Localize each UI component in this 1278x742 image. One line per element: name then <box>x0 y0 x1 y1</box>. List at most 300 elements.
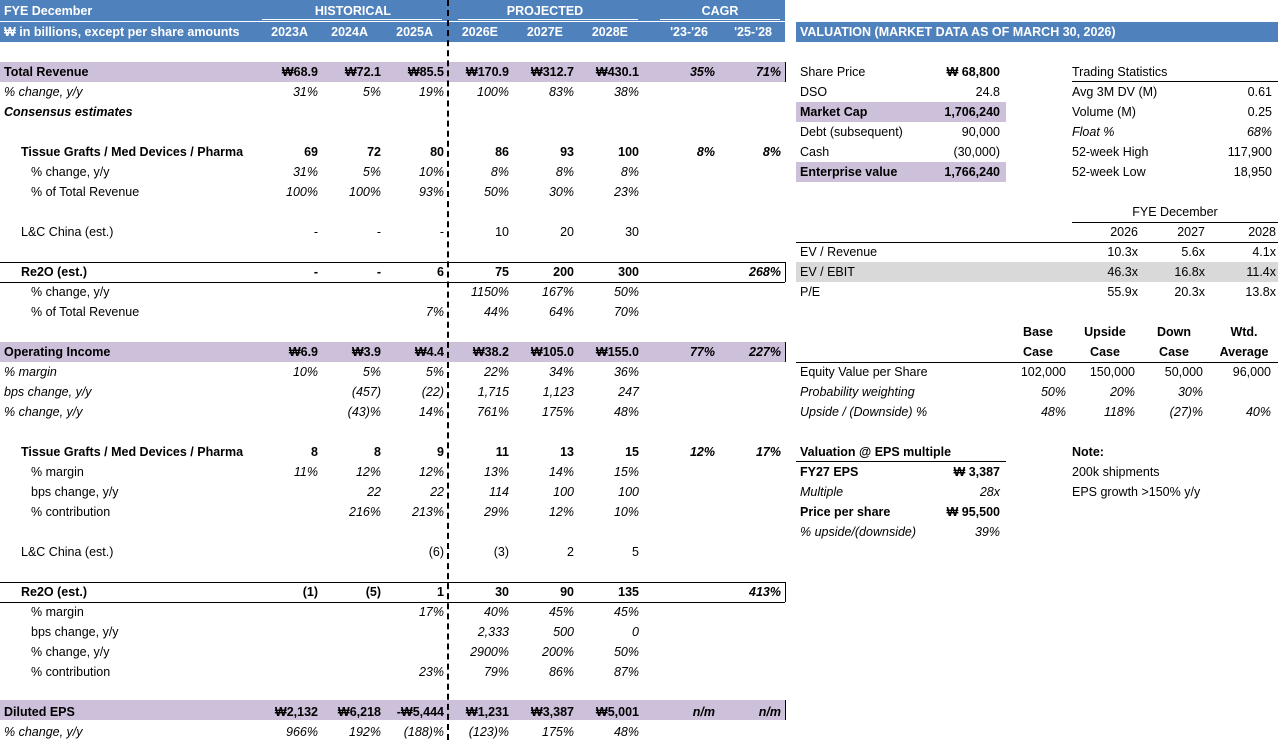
cell-2025a: 213% <box>412 505 444 519</box>
cell-cagr-23-26 <box>645 642 715 662</box>
market-value: 24.8 <box>975 85 1000 99</box>
cell-cagr-23-26 <box>645 382 715 402</box>
cell-2023a <box>248 422 318 442</box>
cell-2028e: 100 <box>618 485 639 499</box>
cell-cagr-25-28 <box>711 182 781 202</box>
cell-cagr-25-28 <box>711 502 781 522</box>
cell-2023a <box>248 542 318 562</box>
scenario-value: 50% <box>1040 385 1066 399</box>
cell-2023a <box>248 122 318 142</box>
table-row <box>0 102 785 122</box>
table-row <box>0 462 785 482</box>
cell-2023a: 31% <box>292 85 318 99</box>
row-label: Tissue Grafts / Med Devices / Pharma <box>21 145 244 159</box>
cell-2025a <box>374 122 444 142</box>
cell-2027e: 2 <box>567 545 574 559</box>
cell-2025a: 7% <box>425 305 444 319</box>
cell-cagr-23-26 <box>645 602 715 622</box>
cell-2023a: 100% <box>286 185 318 199</box>
cell-2026e: 114 <box>489 485 509 499</box>
cell-2023a: ₩2,132 <box>274 705 318 719</box>
cell-cagr-23-26 <box>645 362 715 382</box>
eps-value: ₩ 3,387 <box>953 465 1000 479</box>
cell-2027e: 34% <box>548 365 574 379</box>
multiples-year-2027: 2027 <box>1177 225 1205 239</box>
cell-2028e: 0 <box>632 625 639 639</box>
table-row <box>0 662 785 682</box>
market-value: ₩ 68,800 <box>946 65 1000 79</box>
scenario-label: Equity Value per Share <box>800 365 928 379</box>
cell-2028e: 36% <box>613 365 639 379</box>
cell-2024a: 12% <box>355 465 381 479</box>
year-2028: 2028E <box>591 25 628 39</box>
cell-2027e <box>504 122 574 142</box>
row-label: Tissue Grafts / Med Devices / Pharma <box>21 445 244 459</box>
cell-2023a <box>248 282 318 302</box>
cell-2024a: ₩3.9 <box>351 345 381 359</box>
cell-2024a: - <box>376 225 381 239</box>
scenario-value: 50,000 <box>1164 365 1203 379</box>
cell-2025a <box>374 242 444 262</box>
cell-cagr-25-28 <box>711 602 781 622</box>
cell-2027e: 175% <box>542 405 574 419</box>
cell-2025a <box>374 522 444 542</box>
eps-value: ₩ 95,500 <box>946 505 1000 519</box>
cell-2028e <box>569 322 639 342</box>
cell-2026e <box>439 522 509 542</box>
trading-value: 0.25 <box>1247 105 1272 119</box>
cell-2024a: 5% <box>362 85 381 99</box>
table-row <box>0 682 785 702</box>
cell-2023a: 10% <box>292 365 318 379</box>
cell-2027e: 12% <box>548 505 574 519</box>
cell-2023a <box>248 382 318 402</box>
cell-cagr-25-28: 227% <box>749 345 781 359</box>
cell-2028e: ₩155.0 <box>595 345 639 359</box>
trading-value: 68% <box>1246 125 1272 139</box>
cell-2027e: 175% <box>542 725 574 739</box>
cell-2023a: ₩68.9 <box>281 65 318 79</box>
cell-2024a: - <box>376 265 381 279</box>
cell-cagr-23-26 <box>645 462 715 482</box>
cell-cagr-23-26 <box>645 662 715 682</box>
cell-2028e: 70% <box>613 305 639 319</box>
cell-2028e <box>569 102 639 122</box>
cell-cagr-25-28 <box>711 242 781 262</box>
cell-2023a <box>248 242 318 262</box>
cell-2026e: (3) <box>493 545 509 559</box>
table-row <box>0 482 785 502</box>
eps-value: 39% <box>974 525 1000 539</box>
cell-2024a <box>311 602 381 622</box>
table-row <box>0 322 785 342</box>
cell-2028e <box>569 122 639 142</box>
market-label: Debt (subsequent) <box>800 125 903 139</box>
cell-2024a <box>311 542 381 562</box>
cell-2027e: ₩312.7 <box>530 65 574 79</box>
row-label: bps change, y/y <box>31 625 119 639</box>
cell-2025a: (188)% <box>403 725 444 739</box>
market-value: 1,766,240 <box>944 165 1000 179</box>
eps-value: 28x <box>979 485 1000 499</box>
cell-cagr-23-26 <box>645 402 715 422</box>
cell-2025a <box>374 322 444 342</box>
cell-cagr-25-28 <box>711 522 781 542</box>
row-label: % margin <box>31 465 84 479</box>
row-label: % change, y/y <box>31 645 110 659</box>
multiple-value: 11.4x <box>1246 265 1276 279</box>
cell-cagr-23-26 <box>645 722 715 742</box>
scenario-label: Probability weighting <box>800 385 915 399</box>
multiple-value: 4.1x <box>1252 245 1276 259</box>
cell-cagr-23-26 <box>645 222 715 242</box>
table-row <box>0 422 785 442</box>
cell-2026e <box>439 562 509 582</box>
cell-2025a: 9 <box>437 445 444 459</box>
row-label: % contribution <box>31 665 111 679</box>
cell-2028e: 8% <box>620 165 639 179</box>
cell-2026e: 40% <box>483 605 509 619</box>
cell-2027e <box>504 202 574 222</box>
cell-2026e: 2900% <box>470 645 509 659</box>
row-label: % margin <box>4 365 57 379</box>
table-row <box>0 582 785 602</box>
cell-2024a <box>311 122 381 142</box>
historical-underline <box>262 19 442 20</box>
multiple-value: 20.3x <box>1174 285 1205 299</box>
table-row <box>0 402 785 422</box>
cell-2028e: 10% <box>613 505 639 519</box>
cell-2024a <box>311 622 381 642</box>
cell-2027e: 93 <box>560 145 574 159</box>
historical-projected-divider <box>447 0 449 740</box>
cell-2028e <box>569 242 639 262</box>
cell-2028e: 38% <box>613 85 639 99</box>
cell-2027e: 500 <box>553 625 574 639</box>
cell-2024a: ₩72.1 <box>344 65 381 79</box>
cell-2024a <box>311 522 381 542</box>
scenario-value: 48% <box>1040 405 1066 419</box>
cell-cagr-25-28 <box>711 562 781 582</box>
cell-2028e: 50% <box>613 285 639 299</box>
cell-cagr-25-28 <box>711 222 781 242</box>
cell-2023a <box>248 402 318 422</box>
market-label: Cash <box>800 145 830 159</box>
cell-2027e: ₩105.0 <box>530 345 574 359</box>
cell-2026e: 1,715 <box>477 385 509 399</box>
note-shipments: 200k shipments <box>1072 465 1160 479</box>
scenario-value <box>1201 382 1271 402</box>
trading-stats-title: Trading Statistics <box>1072 65 1168 79</box>
cell-2028e: 15 <box>625 445 639 459</box>
cell-cagr-23-26 <box>645 322 715 342</box>
cagr-label: CAGR <box>701 4 739 18</box>
multiple-label: EV / EBIT <box>800 265 855 279</box>
cell-2027e: 100 <box>553 485 574 499</box>
cell-cagr-23-26: 12% <box>689 445 715 459</box>
scenario-header-top: Base <box>1023 325 1053 339</box>
table-row <box>0 342 785 362</box>
cell-2025a: ₩85.5 <box>407 65 444 79</box>
cell-2026e <box>439 102 509 122</box>
row-label: % of Total Revenue <box>31 185 140 199</box>
row-label: % change, y/y <box>4 85 83 99</box>
multiples-year-2028: 2028 <box>1248 225 1276 239</box>
table-row <box>0 182 785 202</box>
cell-2027e: 200% <box>542 645 574 659</box>
row-label: Operating Income <box>4 345 111 359</box>
table-row <box>0 622 785 642</box>
cell-cagr-25-28 <box>711 382 781 402</box>
table-row <box>0 722 785 742</box>
cell-2027e: 167% <box>542 285 574 299</box>
cell-2028e: 30 <box>625 225 639 239</box>
table-row <box>0 522 785 542</box>
table-row <box>0 202 785 222</box>
cell-cagr-23-26: n/m <box>692 705 715 719</box>
cell-2025a <box>374 682 444 702</box>
row-label: L&C China (est.) <box>21 545 114 559</box>
cell-2025a <box>374 282 444 302</box>
cell-2024a: 5% <box>362 365 381 379</box>
cell-2024a <box>311 562 381 582</box>
row-label: % of Total Revenue <box>31 305 140 319</box>
multiple-value: 55.9x <box>1107 285 1138 299</box>
multiple-value: 46.3x <box>1107 265 1138 279</box>
multiple-value: 5.6x <box>1181 245 1205 259</box>
cell-2026e <box>439 682 509 702</box>
cell-cagr-25-28 <box>711 642 781 662</box>
cell-2026e: ₩170.9 <box>465 65 509 79</box>
cell-cagr-25-28 <box>711 722 781 742</box>
cell-2024a <box>311 302 381 322</box>
cell-2027e <box>504 102 574 122</box>
cell-2026e: 8% <box>490 165 509 179</box>
cell-2025a: (22) <box>421 385 444 399</box>
cell-cagr-25-28 <box>711 122 781 142</box>
multiple-value: 10.3x <box>1107 245 1138 259</box>
cell-2023a: 69 <box>304 145 318 159</box>
cell-cagr-23-26 <box>645 202 715 222</box>
multiple-value: 16.8x <box>1174 265 1205 279</box>
table-right-border-2 <box>785 262 786 282</box>
cell-2026e: 44% <box>483 305 509 319</box>
cell-2025a: 12% <box>418 465 444 479</box>
row-label: Re2O (est.) <box>21 265 87 279</box>
cell-cagr-23-26 <box>645 622 715 642</box>
eps-label: % upside/(downside) <box>800 525 917 539</box>
cell-cagr-23-26: 77% <box>689 345 715 359</box>
trading-value: 117,900 <box>1227 145 1272 159</box>
cell-cagr-25-28: 268% <box>749 265 781 279</box>
cell-2025a: 22 <box>430 485 444 499</box>
cell-cagr-23-26 <box>645 522 715 542</box>
cell-cagr-23-26 <box>645 502 715 522</box>
market-value: 90,000 <box>961 125 1000 139</box>
cell-2025a: 1 <box>437 585 444 599</box>
note-eps-growth: EPS growth >150% y/y <box>1072 485 1201 499</box>
cell-cagr-23-26 <box>645 162 715 182</box>
cell-cagr-23-26 <box>645 422 715 442</box>
cell-2023a: 8 <box>311 445 318 459</box>
scenario-value: 118% <box>1103 405 1135 419</box>
cell-2028e: ₩5,001 <box>595 705 639 719</box>
cell-cagr-25-28 <box>711 482 781 502</box>
cell-2027e: 13 <box>560 445 574 459</box>
cell-2028e: 48% <box>613 405 639 419</box>
row-label: % change, y/y <box>31 285 110 299</box>
cell-cagr-23-26 <box>645 242 715 262</box>
trading-label: 52-week High <box>1072 145 1149 159</box>
fye-label: FYE December <box>4 4 93 18</box>
table-row <box>0 142 785 162</box>
cell-2024a: 72 <box>367 145 381 159</box>
scenario-value: 96,000 <box>1232 365 1271 379</box>
cell-2025a <box>374 622 444 642</box>
cell-2023a: 31% <box>292 165 318 179</box>
cell-cagr-25-28 <box>711 662 781 682</box>
cell-2024a: 100% <box>349 185 381 199</box>
cell-2026e: 11 <box>495 445 509 459</box>
cell-cagr-23-26 <box>645 82 715 102</box>
cell-2026e: 100% <box>477 85 509 99</box>
cell-2023a <box>248 322 318 342</box>
multiple-label: P/E <box>800 285 821 299</box>
trading-label: Avg 3M DV (M) <box>1072 85 1158 99</box>
cell-2023a <box>248 502 318 522</box>
cell-2023a <box>248 622 318 642</box>
cell-cagr-25-28 <box>711 462 781 482</box>
cell-2026e <box>439 242 509 262</box>
cell-2026e <box>439 422 509 442</box>
market-label: Market Cap <box>800 105 868 119</box>
eps-label: Price per share <box>800 505 891 519</box>
table-row <box>0 702 785 722</box>
cell-2026e: 761% <box>477 405 509 419</box>
cell-2024a: (5) <box>365 585 381 599</box>
cell-cagr-23-26 <box>645 102 715 122</box>
table-row <box>0 282 785 302</box>
eps-label: Multiple <box>800 485 844 499</box>
scenario-header-bottom: Case <box>1023 345 1053 359</box>
cell-2024a: 8 <box>374 445 381 459</box>
scenario-value: 30% <box>1177 385 1203 399</box>
cell-2026e <box>439 202 509 222</box>
header-row-1 <box>0 1 785 21</box>
eps-label: FY27 EPS <box>800 465 859 479</box>
cell-cagr-23-26 <box>645 482 715 502</box>
cell-2028e <box>569 422 639 442</box>
cell-2024a <box>311 282 381 302</box>
ev-ebit-band <box>796 262 1278 282</box>
cell-2025a <box>374 642 444 662</box>
cell-cagr-25-28: 413% <box>749 585 781 599</box>
table-row <box>0 382 785 402</box>
table-row <box>0 362 785 382</box>
cell-2024a <box>311 242 381 262</box>
cell-2027e <box>504 422 574 442</box>
cell-2026e <box>439 122 509 142</box>
cell-cagr-25-28 <box>711 282 781 302</box>
year-2023: 2023A <box>271 25 308 39</box>
table-row <box>0 602 785 622</box>
cell-2027e <box>504 682 574 702</box>
cell-cagr-25-28 <box>711 542 781 562</box>
table-right-border-3 <box>785 342 786 362</box>
cell-2026e: (123)% <box>468 725 509 739</box>
cell-2027e: ₩3,387 <box>530 705 574 719</box>
market-label: DSO <box>800 85 828 99</box>
cagr-underline <box>660 19 780 20</box>
cell-2026e: 2,333 <box>477 625 509 639</box>
year-2026: 2026E <box>461 25 498 39</box>
cell-cagr-25-28 <box>711 322 781 342</box>
cell-2024a: 192% <box>349 725 381 739</box>
cell-2025a: 23% <box>418 665 444 679</box>
cell-2023a <box>248 522 318 542</box>
cell-cagr-23-26: 8% <box>696 145 715 159</box>
table-right-border-1 <box>785 62 786 82</box>
cell-2023a <box>248 602 318 622</box>
cell-2025a <box>374 422 444 442</box>
table-right-border-4 <box>785 582 786 602</box>
cell-2023a <box>248 682 318 702</box>
cell-cagr-23-26 <box>645 282 715 302</box>
cell-2026e: ₩1,231 <box>465 705 509 719</box>
cell-2028e: 45% <box>613 605 639 619</box>
cell-2026e: 79% <box>483 665 509 679</box>
cell-2023a <box>248 102 318 122</box>
cell-2028e: 15% <box>613 465 639 479</box>
cell-2027e: 83% <box>548 85 574 99</box>
cell-2025a: 10% <box>418 165 444 179</box>
cell-cagr-23-26 <box>645 302 715 322</box>
row-label: Consensus estimates <box>4 105 133 119</box>
historical-label: HISTORICAL <box>314 4 392 18</box>
cagr-25-28: '25-'28 <box>734 25 772 39</box>
table-row <box>0 642 785 662</box>
scenario-header-bottom: Case <box>1090 345 1120 359</box>
year-2025: 2025A <box>396 25 433 39</box>
cell-cagr-25-28: 71% <box>755 65 781 79</box>
cell-cagr-23-26 <box>645 542 715 562</box>
scenario-value: 20% <box>1109 385 1135 399</box>
cell-2028e: 50% <box>613 645 639 659</box>
cell-2028e: 87% <box>613 665 639 679</box>
cell-cagr-23-26 <box>645 582 715 602</box>
cell-2028e: ₩430.1 <box>595 65 639 79</box>
cell-2027e: 1,123 <box>542 385 574 399</box>
row-label: Re2O (est.) <box>21 585 87 599</box>
valuation-title: VALUATION (MARKET DATA AS OF MARCH 30, 2026) <box>800 25 1116 39</box>
market-value: 1,706,240 <box>944 105 1000 119</box>
table-row <box>0 542 785 562</box>
cell-2024a: 5% <box>362 165 381 179</box>
cell-cagr-25-28 <box>711 362 781 382</box>
cell-2023a <box>248 482 318 502</box>
cell-2023a <box>248 642 318 662</box>
table-right-border-5 <box>785 700 786 720</box>
cell-2025a: - <box>439 225 444 239</box>
eps-valuation-title: Valuation @ EPS multiple <box>800 445 952 459</box>
cell-2025a <box>374 102 444 122</box>
cell-2028e: 135 <box>618 585 639 599</box>
table-row <box>0 262 785 282</box>
multiples-fye-header: FYE December <box>1132 205 1218 219</box>
scenario-header-top: Down <box>1156 325 1192 339</box>
scenario-header-bottom: Case <box>1159 345 1189 359</box>
cell-cagr-25-28 <box>711 682 781 702</box>
